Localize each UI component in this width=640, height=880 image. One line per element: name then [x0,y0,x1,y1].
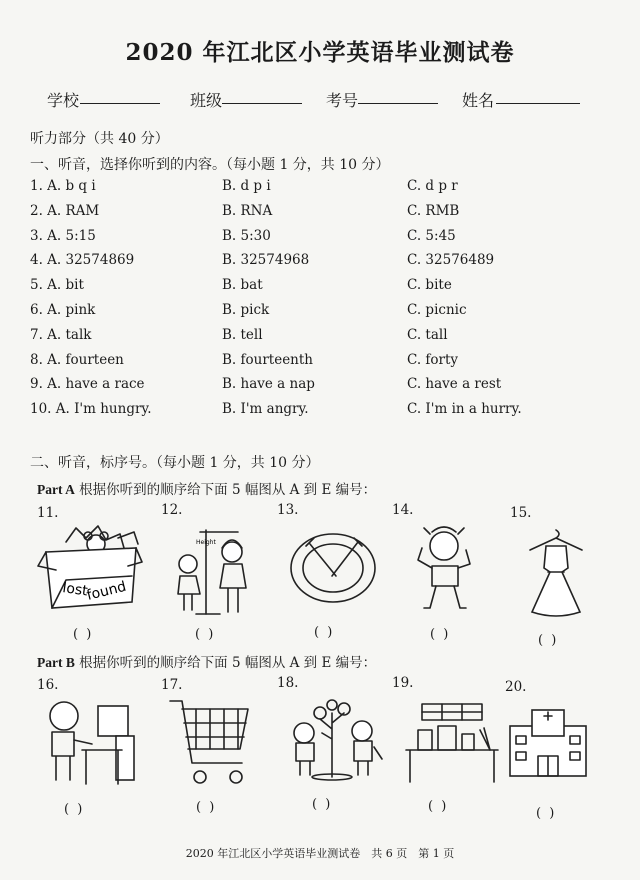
number-20: 20. [505,679,527,695]
part-b-instruction: 根据你听到的顺序给下面 5 幅图从 A 到 E 编号： [79,655,377,671]
question-1-option-c[interactable]: C. d p r [407,178,458,194]
number-13: 13. [277,502,299,518]
question-8-option-b[interactable]: B. fourteenth [222,351,313,368]
question-10-option-c[interactable]: C. I'm in a hurry. [407,401,522,418]
name-blank[interactable] [496,103,580,104]
part-b-heading [37,651,376,671]
question-10-option-a[interactable]: 10. A. I'm hungry. [30,401,152,418]
question-5-option-c[interactable]: C. bite [407,277,452,294]
section2-title: 二、听音，标序号。（每小题 1 分，共 10 分） [30,455,320,471]
question-4-option-c[interactable]: C. 32576489 [407,252,495,269]
answer-blank-16[interactable]: ( ) [64,802,85,817]
question-6-option-a[interactable]: 6. A. pink [30,302,96,318]
answer-blank-19[interactable]: ( ) [428,799,449,814]
school-blank[interactable] [80,103,160,104]
number-12: 12. [161,502,183,518]
boy-at-computer-image [42,696,138,788]
question-9-option-c[interactable]: C. have a rest [407,376,502,393]
girl-exercising-image [410,520,482,616]
answer-blank-15[interactable]: ( ) [538,633,559,648]
number-14: 14. [392,502,414,518]
answer-blank-17[interactable]: ( ) [196,800,217,815]
question-4-option-a[interactable]: 4. A. 32574869 [30,252,135,269]
hospital-image [508,706,588,778]
question-9-option-b[interactable]: B. have a nap [222,376,315,393]
answer-blank-13[interactable]: ( ) [314,625,335,640]
lost-label: lost [61,580,89,600]
question-9-option-a[interactable]: 9. A. have a race [30,376,145,393]
school-label: 学校 [47,91,80,110]
lost-and-found-box-image [36,522,144,614]
question-4-option-b[interactable]: B. 32574968 [222,252,310,269]
number-17: 17. [161,677,183,693]
question-1-option-a[interactable]: 1. A. b q i [30,178,96,194]
number-19: 19. [392,675,414,691]
number-16: 16. [37,677,59,693]
question-2-option-b[interactable]: B. RNA [222,202,273,219]
exam-no-label: 考号 [326,91,359,110]
measuring-height-image [176,524,262,616]
class-blank[interactable] [222,103,302,104]
dress-on-hanger-image [526,528,586,620]
part-a-label: Part A [37,482,75,497]
page-footer: 2020 年江北区小学英语毕业测试卷 共 6 页 第 1 页 [185,847,455,860]
number-18: 18. [277,675,299,691]
name-label: 姓名 [462,91,495,110]
question-2-option-c[interactable]: C. RMB [407,202,460,219]
number-15: 15. [510,505,532,521]
answer-blank-12[interactable]: ( ) [195,627,216,642]
question-6-option-b[interactable]: B. pick [222,302,270,318]
question-3-option-b[interactable]: B. 5:30 [222,227,271,244]
listening-header: 听力部分（共 40 分） [30,131,169,147]
answer-blank-11[interactable]: ( ) [73,627,94,642]
exam-no-blank[interactable] [358,103,438,104]
answer-blank-14[interactable]: ( ) [430,627,451,642]
question-7-option-b[interactable]: B. tell [222,326,263,343]
answer-blank-20[interactable]: ( ) [536,806,557,821]
question-7-option-a[interactable]: 7. A. talk [30,326,92,343]
answer-blank-18[interactable]: ( ) [312,797,333,812]
planting-tree-image [284,699,384,781]
section1-title: 一、听音，选择你听到的内容。（每小题 1 分，共 10 分） [30,157,390,173]
shopping-cart-image [166,697,252,789]
question-8-option-a[interactable]: 8. A. fourteen [30,351,124,368]
question-3-option-c[interactable]: C. 5:45 [407,227,456,244]
part-a-heading [37,478,376,498]
page-title: 2020 年江北区小学英语毕业测试卷 [125,39,515,66]
question-7-option-c[interactable]: C. tall [407,326,448,343]
question-8-option-c[interactable]: C. forty [407,351,459,368]
question-6-option-c[interactable]: C. picnic [407,302,467,318]
plate-knife-fork-image [288,532,378,604]
number-11: 11. [37,505,59,521]
question-5-option-b[interactable]: B. bat [222,277,263,294]
class-label: 班级 [190,91,223,110]
part-a-instruction: 根据你听到的顺序给下面 5 幅图从 A 到 E 编号： [79,482,377,498]
question-2-option-a[interactable]: 2. A. RAM [30,202,100,219]
messy-desk-image [402,700,502,784]
found-label: found [85,578,128,604]
height-label: Height [196,539,216,546]
question-3-option-a[interactable]: 3. A. 5:15 [30,227,96,244]
question-10-option-b[interactable]: B. I'm angry. [222,401,309,418]
question-1-option-b[interactable]: B. d p i [222,178,271,194]
question-5-option-a[interactable]: 5. A. bit [30,277,84,294]
part-b-label: Part B [37,655,75,670]
